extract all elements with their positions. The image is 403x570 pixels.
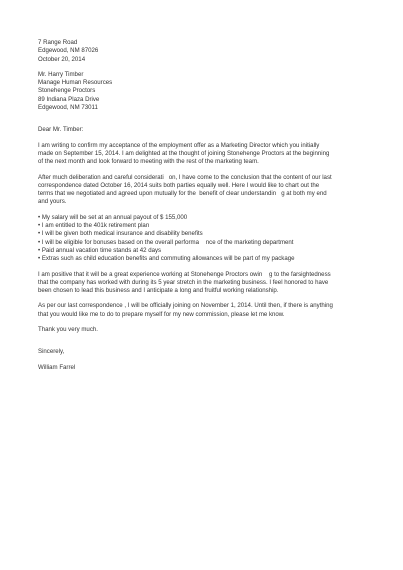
paragraph-acceptance (38, 142, 368, 167)
letter-date: October 20, 2014 (38, 55, 86, 63)
paragraph-line: that the company has worked with during its 5 year stretch in the marketing business. I feel honored to have (38, 278, 329, 286)
terms-bullet-list (38, 214, 368, 264)
recipient-street: 89 Indiana Plaza Drive (38, 95, 100, 103)
recipient-company: Stonehenge Proctors (38, 87, 96, 95)
paragraph-line: made on September 15, 2014. I am delighted at the thought of joining Stonehenge Proctors at the beginning (38, 149, 330, 157)
paragraph-line: been chosen to lead this business and I anticipate a long and fruitful working relationship. (38, 287, 279, 295)
sender-city: Edgewood, NM 87026 (38, 47, 99, 55)
salutation: Dear Mr. Timber: (38, 126, 84, 134)
recipient-address (38, 71, 368, 112)
sender-address (38, 39, 368, 64)
bullet-item: • Paid annual vacation time stands at 42 days (38, 246, 162, 254)
paragraph-line: terms that we negotiated and agreed upon mutually for the benefit of clear understandin g at both my end (38, 190, 327, 198)
paragraph-line: After much deliberation and careful considerati on, I have come to the conclusion that the content of our last (38, 173, 332, 181)
paragraph-positive (38, 271, 368, 296)
signature-name: William Farrel (38, 363, 76, 371)
bullet-item: • I am entitled to the 401k retirement plan (38, 222, 150, 230)
paragraph-line: I am positive that it will be a great experience working at Stonehenge Proctors owin g to the farsightedness (38, 270, 331, 278)
closing: Sincerely, (38, 348, 65, 356)
recipient-title: Manage Human Resources (38, 79, 113, 87)
bullet-item: • Extras such as child education benefits and commuting allowances will be part of my package (38, 255, 295, 263)
paragraph-line: and yours. (38, 198, 67, 206)
recipient-city: Edgewood, NM 73011 (38, 104, 98, 112)
paragraph-line: of the next month and look forward to meeting with the rest of the marketing team. (38, 158, 259, 166)
bullet-item: • I will be eligible for bonuses based on the overall performa nce of the marketing department (38, 238, 294, 246)
paragraph-terms-intro (38, 174, 368, 207)
bullet-item: • My salary will be set at an annual payout of $ 155,000 (38, 213, 188, 221)
recipient-name: Mr. Harry Timber (38, 70, 84, 78)
thanks-line: Thank you very much. (38, 326, 98, 334)
paragraph-line: that you would like me to do to prepare myself for my new commission, please let me know. (38, 310, 285, 318)
paragraph-line: correspondence dated October 16, 2014 suits both parties equally well. Here I would like to chart out the (38, 181, 320, 189)
paragraph-line: I am writing to confirm my acceptance of the employment offer as a Marketing Director which you initially (38, 141, 320, 149)
bullet-item: • I will be given both medical insurance and disability benefits (38, 230, 203, 238)
sender-street: 7 Range Road (38, 39, 78, 46)
paragraph-joining (38, 302, 368, 319)
paragraph-line: As per our last correspondence , I will be officially joining on November 1, 2014. Until then, if there is anything (38, 302, 333, 310)
letter-body (38, 39, 368, 372)
